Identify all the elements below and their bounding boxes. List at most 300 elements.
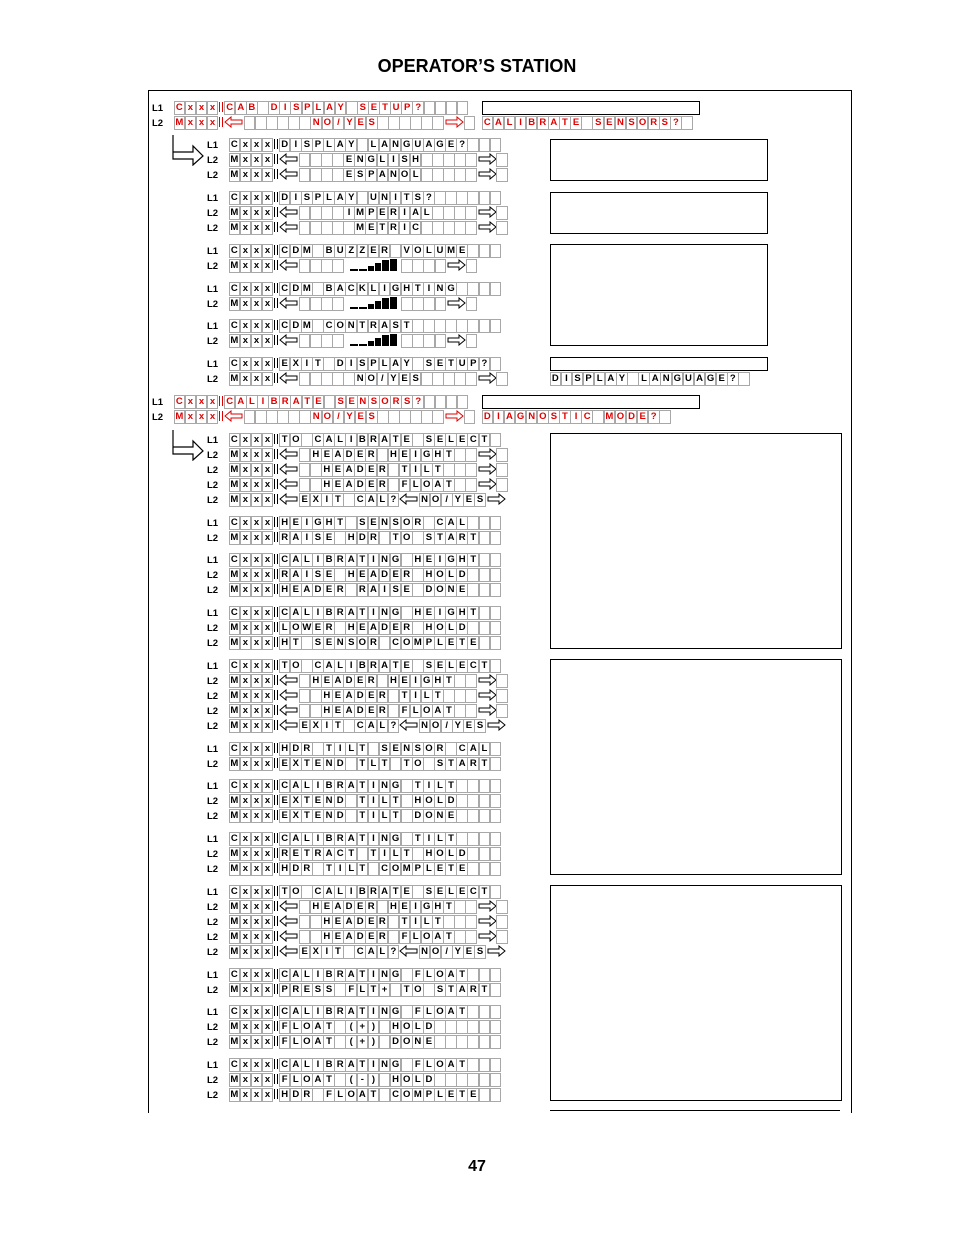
- line-label: L2: [207, 848, 219, 860]
- display-line: [207, 915, 508, 929]
- lcd-cell: H: [412, 553, 424, 567]
- lcd-cell: S: [357, 101, 369, 115]
- lcd-cell: [334, 621, 346, 635]
- lcd-cell: T: [323, 1020, 335, 1034]
- lcd-cell: [423, 516, 435, 530]
- lcd-cell: Y: [344, 410, 356, 424]
- lcd-cell: L: [301, 553, 313, 567]
- lcd-cell: x: [251, 319, 263, 333]
- lcd-cell: E: [401, 433, 413, 447]
- lcd-grid: [229, 779, 501, 793]
- lcd-cell: [456, 794, 468, 808]
- separator-icon: [274, 448, 278, 460]
- lcd-cell: E: [365, 915, 377, 929]
- lcd-cell: D: [354, 915, 366, 929]
- arrow-right-icon: [477, 463, 497, 475]
- lcd-cell: [388, 116, 400, 130]
- lcd-cell: x: [251, 930, 263, 944]
- lcd-grid: [229, 463, 508, 477]
- lcd-cell: E: [332, 704, 344, 718]
- lcd-cell: x: [240, 448, 252, 462]
- lcd-cell: O: [423, 809, 435, 823]
- lcd-cell: x: [251, 621, 263, 635]
- lcd-cell: x: [240, 153, 252, 167]
- lcd-cell: H: [279, 1088, 291, 1102]
- lcd-cell: F: [412, 1005, 424, 1019]
- display-line: [207, 334, 477, 348]
- lcd-cell: R: [377, 478, 389, 492]
- lcd-cell: [496, 478, 508, 492]
- lcd-cell: I: [345, 433, 357, 447]
- lcd-cell: L: [334, 885, 346, 899]
- lcd-cell: x: [262, 968, 274, 982]
- lcd-cell: [368, 862, 380, 876]
- lcd-cell: T: [559, 410, 571, 424]
- lcd-cell: R: [334, 1005, 346, 1019]
- lcd-cell: S: [423, 433, 435, 447]
- lcd-cell: E: [332, 915, 344, 929]
- lcd-cell: X: [290, 794, 302, 808]
- display-line: [152, 395, 468, 409]
- lcd-cell: [343, 945, 355, 959]
- lcd-cell: [446, 101, 458, 115]
- lcd-cell: [312, 319, 324, 333]
- lcd-grid: [229, 862, 501, 876]
- lcd-cell: x: [251, 983, 263, 997]
- lcd-cell: U: [434, 244, 446, 258]
- separator-icon: [274, 689, 278, 701]
- lcd-cell: I: [379, 583, 391, 597]
- separator-icon: [274, 885, 278, 897]
- lcd-cell: x: [251, 568, 263, 582]
- lcd-cell: x: [262, 809, 274, 823]
- arrow-left-icon: [399, 945, 419, 957]
- line-label: L1: [207, 434, 219, 446]
- page-title: OPERATOR’S STATION: [377, 56, 577, 76]
- lcd-cell: E: [365, 704, 377, 718]
- lcd-cell: [479, 553, 491, 567]
- lcd-cell: [299, 900, 311, 914]
- lcd-cell: T: [445, 779, 457, 793]
- lcd-cell: x: [251, 583, 263, 597]
- lcd-cell: I: [345, 659, 357, 673]
- lcd-cell: S: [357, 357, 369, 371]
- lcd-cell: [299, 930, 311, 944]
- lcd-cell: T: [377, 221, 389, 235]
- lcd-cell: [345, 583, 357, 597]
- lcd-cell: Y: [452, 493, 464, 507]
- separator-icon: [274, 221, 278, 233]
- lcd-cell: x: [262, 433, 274, 447]
- lcd-cell: [479, 847, 491, 861]
- lcd-cell: [343, 372, 355, 386]
- lcd-cell: X: [290, 757, 302, 771]
- lcd-cell: O: [421, 930, 433, 944]
- lcd-cell: x: [251, 1088, 263, 1102]
- lcd-cell: x: [262, 862, 274, 876]
- separator-icon: [274, 372, 278, 384]
- lcd-cell: L: [410, 930, 422, 944]
- lcd-cell: A: [390, 357, 402, 371]
- lcd-cell: A: [345, 553, 357, 567]
- lcd-cell: [401, 334, 413, 348]
- lcd-cell: [388, 930, 400, 944]
- lcd-cell: [368, 742, 380, 756]
- lcd-cell: O: [434, 568, 446, 582]
- lcd-cell: [310, 206, 322, 220]
- lcd-cell: O: [537, 410, 549, 424]
- lcd-cell: [423, 259, 435, 273]
- arrow-right-icon: [486, 493, 506, 505]
- line-label: L2: [207, 532, 219, 544]
- lcd-cell: (: [345, 1035, 357, 1049]
- lcd-cell: D: [445, 794, 457, 808]
- lcd-cell: x: [240, 606, 252, 620]
- lcd-grid: [229, 915, 508, 929]
- separator-icon: [274, 553, 278, 565]
- lcd-cell: [432, 153, 444, 167]
- lcd-cell: x: [240, 282, 252, 296]
- lcd-cell: A: [332, 448, 344, 462]
- lcd-cell: R: [368, 531, 380, 545]
- separator-icon: [219, 395, 223, 407]
- lcd-cell: O: [421, 478, 433, 492]
- display-line: [207, 259, 477, 273]
- lcd-cell: (: [345, 1073, 357, 1087]
- lcd-cell: E: [716, 372, 728, 386]
- lcd-cell: D: [456, 847, 468, 861]
- lcd-cell: R: [365, 448, 377, 462]
- lcd-cell: T: [312, 357, 324, 371]
- lcd-cell: N: [379, 516, 391, 530]
- lcd-cell: G: [445, 553, 457, 567]
- lcd-cell: T: [456, 968, 468, 982]
- lcd-cell: E: [456, 862, 468, 876]
- lcd-cell: E: [323, 531, 335, 545]
- lcd-cell: x: [262, 704, 274, 718]
- display-line: [207, 478, 508, 492]
- level-bars-icon: [344, 334, 402, 346]
- lcd-cell: T: [290, 636, 302, 650]
- lcd-cell: I: [345, 357, 357, 371]
- lcd-cell: H: [423, 621, 435, 635]
- separator-icon: [274, 983, 278, 995]
- lcd-cell: x: [240, 659, 252, 673]
- lcd-cell: x: [251, 553, 263, 567]
- lcd-cell: E: [423, 1035, 435, 1049]
- lcd-cell: [479, 968, 491, 982]
- lcd-cell: [479, 319, 491, 333]
- lcd-cell: A: [334, 191, 346, 205]
- lcd-cell: x: [240, 259, 252, 273]
- lcd-cell: R: [334, 606, 346, 620]
- lcd-cell: O: [322, 116, 334, 130]
- lcd-cell: A: [290, 531, 302, 545]
- lcd-cell: T: [323, 862, 335, 876]
- display-line: [152, 410, 475, 424]
- lcd-cell: I: [368, 1058, 380, 1072]
- lcd-cell: T: [412, 282, 424, 296]
- lcd-cell: M: [230, 705, 239, 716]
- arrow-left-icon: [279, 448, 299, 460]
- lcd-cell: x: [262, 553, 274, 567]
- lcd-cell: [496, 704, 508, 718]
- separator-icon: [219, 410, 223, 422]
- lcd-cell: [496, 206, 508, 220]
- lcd-cell: [479, 779, 491, 793]
- lcd-cell: [299, 221, 311, 235]
- lcd-cell: x: [196, 116, 208, 130]
- lcd-grid: [229, 244, 501, 258]
- lcd-cell: H: [310, 448, 322, 462]
- lcd-cell: [423, 297, 435, 311]
- lcd-cell: C: [229, 319, 241, 333]
- lcd-cell: E: [313, 395, 325, 409]
- lcd-cell: L: [445, 621, 457, 635]
- lcd-cell: ): [368, 1035, 380, 1049]
- lcd-cell: A: [432, 930, 444, 944]
- lcd-cell: D: [423, 1073, 435, 1087]
- page-number: 47: [468, 1158, 486, 1175]
- lcd-cell: T: [456, 636, 468, 650]
- lcd-cell: H: [388, 448, 400, 462]
- lcd-cell: I: [345, 885, 357, 899]
- lcd-cell: R: [377, 930, 389, 944]
- lcd-cell: D: [354, 463, 366, 477]
- lcd-grid: [229, 191, 501, 205]
- lcd-cell: I: [301, 531, 313, 545]
- arrow-left-icon: [279, 153, 299, 165]
- lcd-cell: O: [430, 945, 442, 959]
- lcd-cell: I: [423, 282, 435, 296]
- lcd-cell: x: [240, 1058, 252, 1072]
- lcd-cell: (: [345, 1020, 357, 1034]
- lcd-cell: [443, 168, 455, 182]
- lcd-cell: [435, 101, 447, 115]
- lcd-grid: [229, 1073, 501, 1087]
- arrow-right-icon: [477, 900, 497, 912]
- lcd-cell: [434, 1035, 446, 1049]
- lcd-cell: Y: [452, 945, 464, 959]
- lcd-cell: [446, 395, 458, 409]
- lcd-cell: [379, 636, 391, 650]
- lcd-cell: E: [299, 493, 311, 507]
- lcd-cell: E: [354, 448, 366, 462]
- lcd-cell: N: [354, 153, 366, 167]
- line-label: L2: [207, 1036, 219, 1048]
- lcd-cell: C: [279, 553, 291, 567]
- lcd-cell: [479, 583, 491, 597]
- lcd-cell: I: [368, 779, 380, 793]
- lcd-cell: D: [354, 704, 366, 718]
- lcd-cell: [467, 191, 479, 205]
- lcd-cell: O: [399, 168, 411, 182]
- arrow-right-icon: [477, 168, 497, 180]
- lcd-cell: D: [343, 448, 355, 462]
- lcd-cell: T: [559, 116, 571, 130]
- lcd-cell: E: [354, 674, 366, 688]
- lcd-cell: L: [379, 794, 391, 808]
- line-label: L2: [207, 464, 219, 476]
- lcd-cell: R: [467, 757, 479, 771]
- line-label: L1: [207, 660, 219, 672]
- lcd-cell: [301, 433, 313, 447]
- lcd-grid: [229, 493, 506, 507]
- lcd-cell: [310, 704, 322, 718]
- lcd-cell: x: [251, 809, 263, 823]
- lcd-cell: x: [240, 372, 252, 386]
- lcd-cell: E: [365, 221, 377, 235]
- lcd-cell: T: [412, 779, 424, 793]
- lcd-cell: [424, 395, 436, 409]
- lcd-cell: F: [323, 1088, 335, 1102]
- lcd-cell: S: [626, 116, 638, 130]
- lcd-cell: [401, 968, 413, 982]
- lcd-cell: O: [290, 885, 302, 899]
- line-label: L1: [207, 554, 219, 566]
- lcd-cell: x: [251, 138, 263, 152]
- lcd-cell: C: [279, 244, 291, 258]
- lcd-cell: L: [290, 1073, 302, 1087]
- lcd-cell: R: [301, 742, 313, 756]
- lcd-cell: O: [423, 794, 435, 808]
- lcd-cell: B: [323, 606, 335, 620]
- lcd-cell: L: [445, 847, 457, 861]
- lcd-cell: A: [456, 757, 468, 771]
- lcd-cell: x: [251, 372, 263, 386]
- line-label: L2: [207, 946, 219, 958]
- lcd-cell: [490, 1035, 502, 1049]
- arrow-left-icon: [279, 674, 299, 686]
- lcd-cell: E: [456, 433, 468, 447]
- lcd-cell: x: [262, 689, 274, 703]
- lcd-cell: G: [705, 372, 717, 386]
- lcd-cell: x: [251, 153, 263, 167]
- lcd-cell: M: [230, 569, 239, 580]
- separator-icon: [274, 463, 278, 475]
- lcd-cell: C: [229, 1058, 241, 1072]
- lcd-cell: S: [390, 583, 402, 597]
- lcd-cell: [490, 885, 502, 899]
- lcd-cell: x: [251, 742, 263, 756]
- lcd-cell: B: [323, 1058, 335, 1072]
- lcd-cell: R: [334, 832, 346, 846]
- lcd-grid: [229, 319, 501, 333]
- lcd-cell: A: [379, 319, 391, 333]
- lcd-cell: I: [423, 779, 435, 793]
- lcd-cell: D: [334, 357, 346, 371]
- lcd-cell: [592, 410, 604, 424]
- lcd-cell: S: [301, 138, 313, 152]
- lcd-cell: [738, 372, 750, 386]
- lcd-cell: A: [493, 116, 505, 130]
- separator-icon: [274, 847, 278, 859]
- display-line: [207, 221, 508, 235]
- lcd-cell: [434, 1020, 446, 1034]
- lcd-cell: x: [251, 704, 263, 718]
- display-line: [207, 372, 508, 386]
- display-line: [207, 1005, 501, 1019]
- separator-icon: [274, 297, 278, 309]
- lcd-cell: L: [301, 779, 313, 793]
- lcd-cell: A: [345, 1005, 357, 1019]
- lcd-cell: x: [251, 433, 263, 447]
- lcd-cell: T: [401, 191, 413, 205]
- lcd-cell: x: [262, 448, 274, 462]
- lcd-cell: S: [366, 116, 378, 130]
- lcd-cell: E: [290, 847, 302, 861]
- lcd-cell: x: [251, 463, 263, 477]
- lcd-grid: [229, 1058, 501, 1072]
- separator-icon: [274, 259, 278, 271]
- lcd-cell: T: [390, 531, 402, 545]
- lcd-cell: S: [474, 945, 486, 959]
- lcd-cell: x: [251, 674, 263, 688]
- lcd-cell: A: [605, 372, 617, 386]
- lcd-cell: L: [334, 659, 346, 673]
- lcd-cell: /: [441, 719, 453, 733]
- lcd-cell: [412, 621, 424, 635]
- lcd-cell: E: [445, 1088, 457, 1102]
- lcd-cell: C: [229, 968, 241, 982]
- lcd-cell: [388, 704, 400, 718]
- lcd-grid: [229, 885, 501, 899]
- lcd-cell: E: [321, 674, 333, 688]
- lcd-cell: I: [410, 689, 422, 703]
- lcd-cell: x: [240, 621, 252, 635]
- arrow-right-icon: [446, 297, 466, 309]
- lcd-cell: [412, 847, 424, 861]
- lcd-cell: [467, 779, 479, 793]
- display-line: [207, 448, 508, 462]
- lcd-cell: F: [279, 1035, 291, 1049]
- lcd-cell: T: [323, 1035, 335, 1049]
- lcd-cell: x: [251, 968, 263, 982]
- lcd-cell: M: [356, 222, 365, 233]
- lcd-cell: E: [456, 244, 468, 258]
- lcd-grid: [229, 1020, 501, 1034]
- lcd-cell: A: [445, 516, 457, 530]
- lcd-cell: T: [443, 930, 455, 944]
- lcd-cell: [479, 832, 491, 846]
- lcd-cell: E: [365, 930, 377, 944]
- lcd-cell: [465, 221, 477, 235]
- lcd-cell: [454, 168, 466, 182]
- lcd-cell: I: [368, 553, 380, 567]
- lcd-cell: O: [430, 719, 442, 733]
- display-line: [207, 206, 508, 220]
- lcd-cell: C: [279, 779, 291, 793]
- lcd-cell: R: [312, 847, 324, 861]
- lcd-cell: x: [185, 410, 197, 424]
- lcd-cell: H: [401, 282, 413, 296]
- lcd-cell: [332, 221, 344, 235]
- lcd-cell: A: [332, 674, 344, 688]
- lcd-cell: D: [379, 621, 391, 635]
- arrow-left-icon: [279, 900, 299, 912]
- lcd-cell: B: [323, 779, 335, 793]
- lcd-cell: [435, 395, 447, 409]
- lcd-cell: T: [432, 463, 444, 477]
- lcd-grid: [229, 809, 501, 823]
- lcd-cell: D: [343, 674, 355, 688]
- lcd-cell: T: [456, 1058, 468, 1072]
- display-line: [152, 101, 468, 115]
- lcd-cell: R: [377, 704, 389, 718]
- lcd-cell: M: [230, 675, 239, 686]
- lcd-cell: [310, 478, 322, 492]
- lcd-cell: x: [251, 168, 263, 182]
